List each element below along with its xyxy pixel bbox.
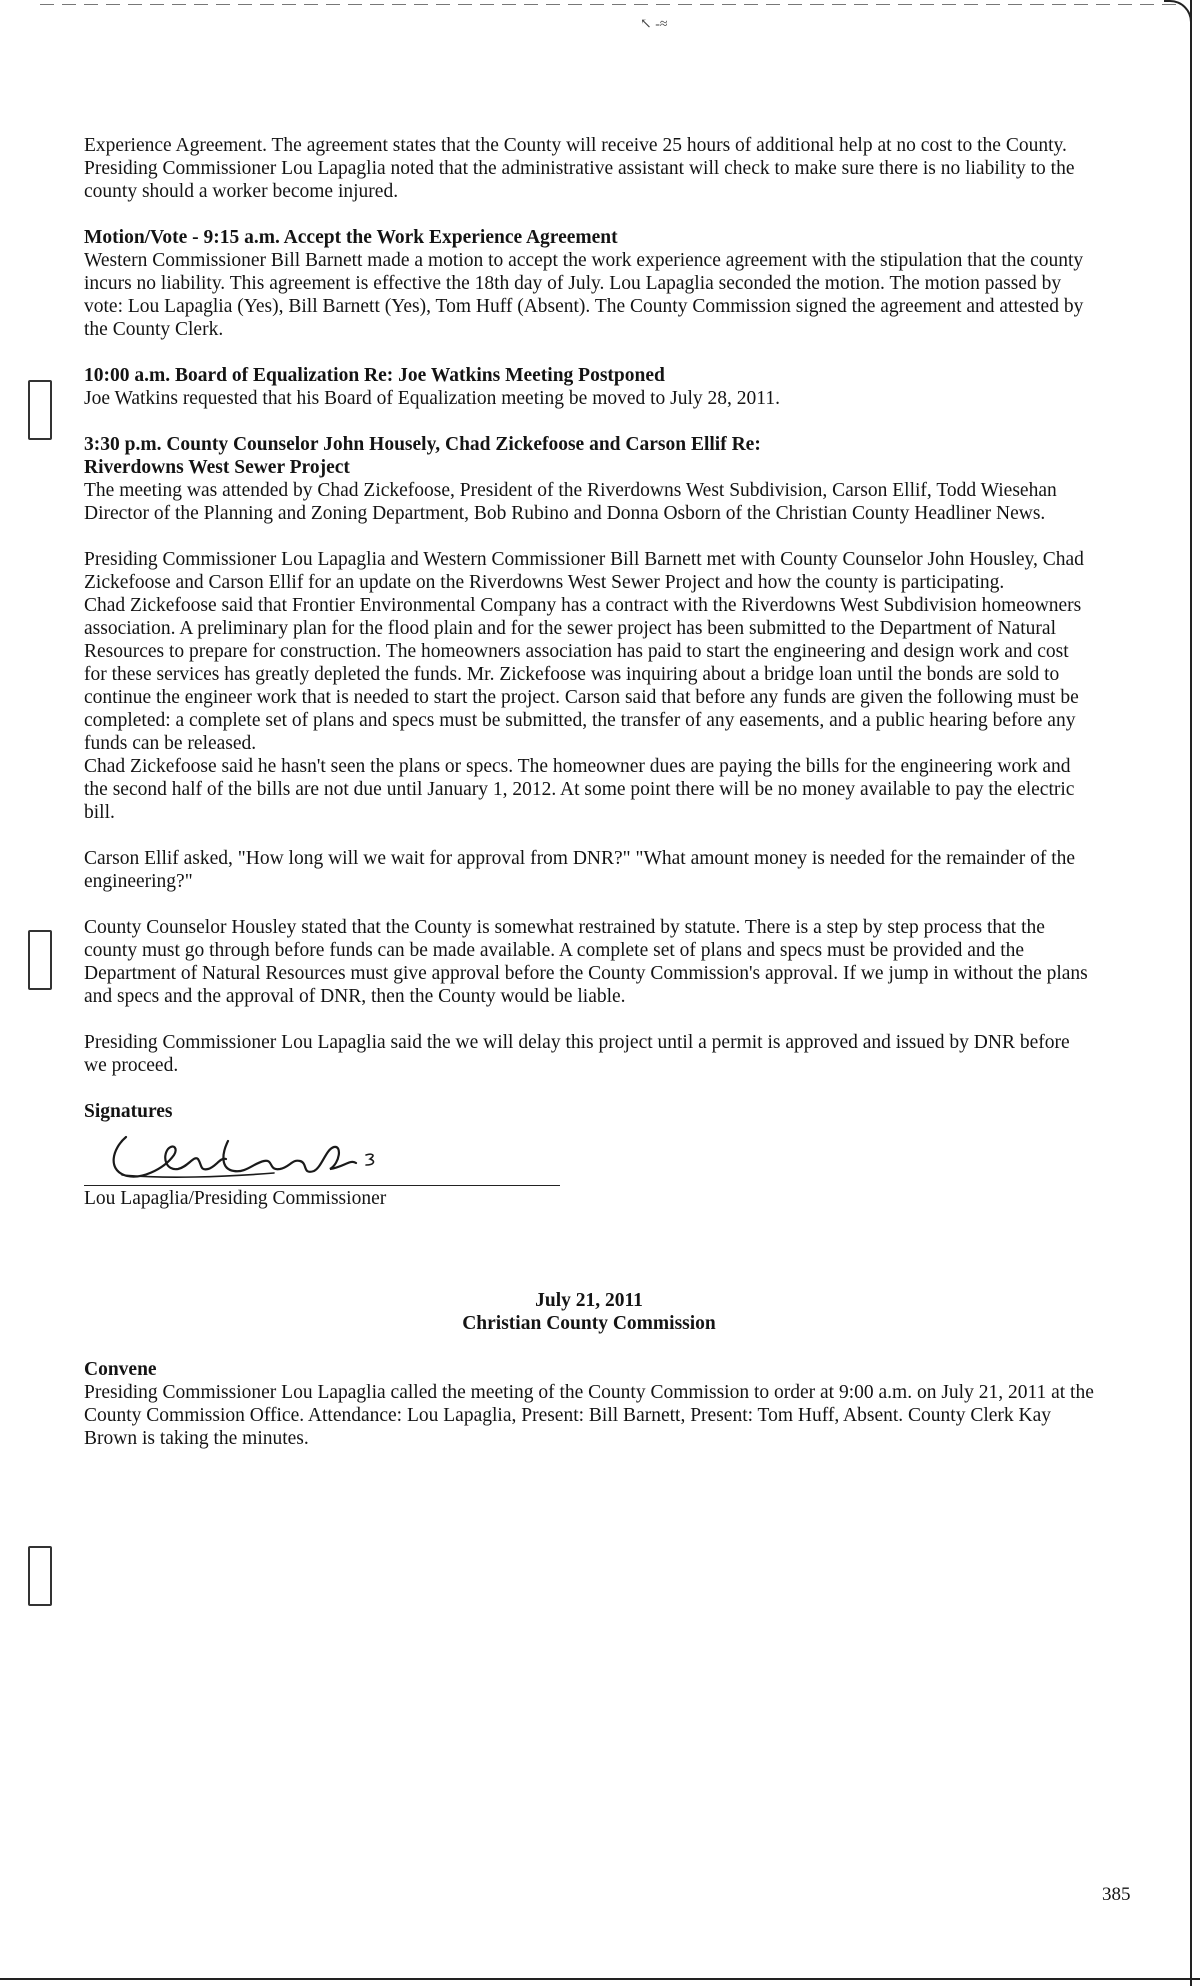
page-number: 385 <box>1102 1884 1131 1905</box>
page-right-edge <box>1190 0 1192 1986</box>
binder-punch-hole-icon <box>28 380 52 440</box>
convene-body: Presiding Commissioner Lou Lapaglia called the meeting of the County Commission to order at 9:00 a.m. on July 21, 2011 at the County Commission Office. Attendance: Lou Lapaglia, Present: Bill Barnett, Present: Tom Huff, Absent. County Clerk Kay Brown is taking the minutes. <box>84 1382 1094 1449</box>
meeting-body-name: Christian County Commission <box>462 1313 716 1334</box>
signature-line <box>84 1185 560 1186</box>
sewer-heading-line-2: Riverdowns West Sewer Project <box>84 457 350 478</box>
motion-heading: Motion/Vote - 9:15 a.m. Accept the Work Experience Agreement <box>84 227 618 248</box>
motion-body: Western Commissioner Bill Barnett made a motion to accept the work experience agreement with the stipulation that the county incurs no liability. This agreement is effective the 18th day of July. Lou Lapaglia seconded the motion. The motion passed by vote: Lou Lapaglia (Yes), Bill Barnett (Yes), Tom Huff (Absent). The County Commission signed the agreement and attested by the County Clerk. <box>84 250 1084 340</box>
signature-caption: Lou Lapaglia/Presiding Commissioner <box>84 1188 387 1209</box>
sewer-question-paragraph: Carson Ellif asked, "How long will we wait for approval from DNR?" "What amount money is needed for the remainder of the engineering?" <box>84 848 1076 892</box>
signature-block <box>84 1127 1094 1219</box>
scan-top-edge <box>40 4 1180 5</box>
page-bottom-edge <box>0 1978 1200 1980</box>
sewer-contract-paragraph: Chad Zickefoose said that Frontier Environmental Company has a contract with the Riverdowns West Subdivision homeowners association. A preliminary plan for the flood plain and for the sewer project has been submitted to the Department of Natural Resources to prepare for construction. The homeowners association has paid to start the engineering and design work and cost for these services has greatly depleted the funds. Mr. Zickefoose was inquiring about a bridge loan until the bonds are sold to continue the engineer work that is needed to start the project. Carson said that before any funds are given the following must be completed: a complete set of plans and specs must be submitted, the transfer of any easements, and a public hearing before any funds can be released. <box>84 595 1082 754</box>
sewer-delay-paragraph: Presiding Commissioner Lou Lapaglia said the we will delay this project until a permit is approved and issued by DNR before we proceed. <box>84 1032 1070 1076</box>
binder-punch-hole-icon <box>28 1546 52 1606</box>
signatures-heading: Signatures <box>84 1101 173 1122</box>
convene-heading: Convene <box>84 1359 157 1380</box>
agreement-paragraph: Experience Agreement. The agreement states that the County will receive 25 hours of additional help at no cost to the County. <box>84 135 1067 156</box>
sewer-heading-line-1: 3:30 p.m. County Counselor John Housely, Chad Zickefoose and Carson Ellif Re: <box>84 434 761 455</box>
sewer-update-paragraph: Presiding Commissioner Lou Lapaglia and Western Commissioner Bill Barnett met with County Counselor John Housley, Chad Zickefoose and Carson Ellif for an update on the Riverdowns West Sewer Project and how the county is participating. <box>84 549 1084 593</box>
page-corner-curl <box>1164 0 1192 28</box>
equalization-body: Joe Watkins requested that his Board of Equalization meeting be moved to July 28, 2011. <box>84 388 780 409</box>
liability-paragraph: Presiding Commissioner Lou Lapaglia noted that the administrative assistant will check to make sure there is no liability to the county should a worker become injured. <box>84 158 1075 202</box>
meeting-date: July 21, 2011 <box>535 1290 643 1311</box>
binder-punch-hole-icon <box>28 930 52 990</box>
sewer-dues-paragraph: Chad Zickefoose said he hasn't seen the plans or specs. The homeowner dues are paying the bills for the engineering work and the second half of the bills are not due until January 1, 2012. At some point there will be no money available to pay the electric bill. <box>84 756 1075 823</box>
handwritten-signature-icon <box>104 1119 404 1189</box>
equalization-heading: 10:00 a.m. Board of Equalization Re: Joe Watkins Meeting Postponed <box>84 365 665 386</box>
sewer-statute-paragraph: County Counselor Housley stated that the County is somewhat restrained by statute. There is a step by step process that the county must go through before funds can be made available. A complete set of plans and specs must be provided and the Department of Natural Resources must give approval before the County Commission's approval. If we jump in without the plans and specs and the approval of DNR, then the County would be liable. <box>84 917 1088 1007</box>
scan-artifact-mark: ↖ -≈ <box>640 17 668 32</box>
minutes-document <box>84 134 1094 1450</box>
sewer-attendance-paragraph: The meeting was attended by Chad Zickefoose, President of the Riverdowns West Subdivision, Carson Ellif, Todd Wiesehan Director of the Planning and Zoning Department, Bob Rubino and Donna Osborn of the Christian County Headliner News. <box>84 480 1057 524</box>
